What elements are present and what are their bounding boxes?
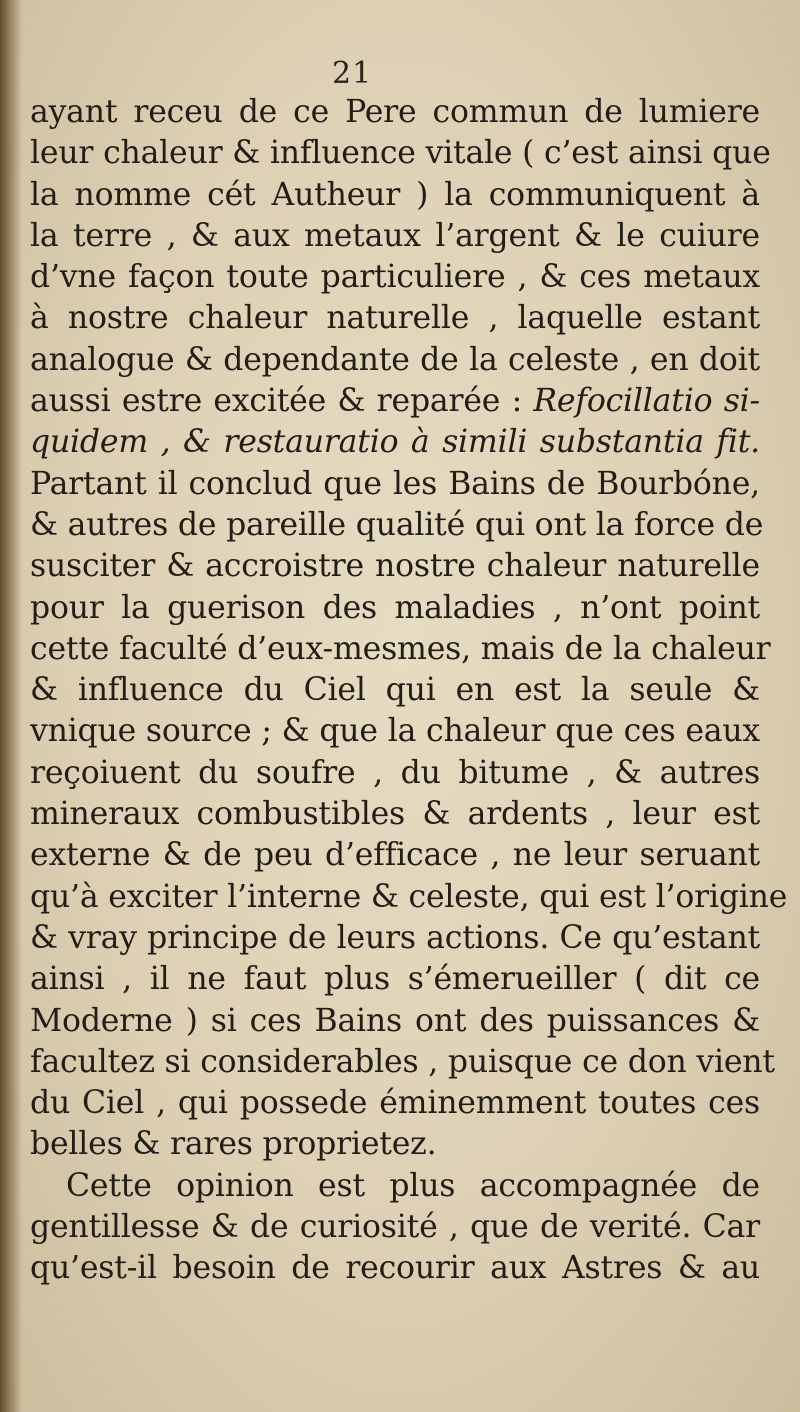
text-line: reçoiuent du soufre , du bitume , & autres [30, 754, 760, 791]
text-line: d’vne façon toute particuliere , & ces metaux [30, 259, 760, 296]
text-line: cette faculté d’eux-mesmes, mais de la chaleur [30, 630, 771, 667]
text-line: ayant receu de ce Pere commun de lumiere [30, 94, 760, 130]
text-line: Cette opinion est plus accompagnée de [66, 1167, 760, 1204]
text-line: du Ciel , qui possede éminemment toutes ces [30, 1085, 760, 1122]
text-line: aussi estre excitée & reparée : Refocillatio si- [30, 383, 760, 420]
text-line: vnique source ; & que la chaleur que ces eaux [30, 713, 760, 750]
latin-quote: Refocillatio si- [533, 383, 760, 420]
page-number: 21 [332, 56, 373, 91]
text-line: gentillesse & de curiosité , que de verité. Car [30, 1209, 760, 1246]
text-line: & vray principe de leurs actions. Ce qu’estant [30, 919, 760, 956]
text-line: la terre , & aux metaux l’argent & le cuiure [30, 217, 760, 254]
text-line: leur chaleur & influence vitale ( c’est ainsi que [30, 135, 771, 172]
text-line: externe & de peu d’efficace , ne leur seruant [30, 837, 760, 874]
text-line: qu’est-il besoin de recourir aux Astres & au [30, 1250, 760, 1287]
text-line: & influence du Ciel qui en est la seule & [30, 672, 760, 709]
text-line: mineraux combustibles & ardents , leur est [30, 796, 760, 833]
text-line: belles & rares proprietez. [30, 1126, 437, 1163]
text-line: Moderne ) si ces Bains ont des puissances & [30, 1002, 760, 1039]
text-line: ainsi , il ne faut plus s’émerueiller ( dit ce [30, 961, 760, 998]
text-line: susciter & accroistre nostre chaleur naturelle [30, 548, 760, 585]
text-line: la nomme cét Autheur ) la communiquent à [30, 176, 760, 213]
text-line: à nostre chaleur naturelle , laquelle estant [30, 300, 760, 337]
text-line-latin: quidem , & restauratio à simili substantia fit. [30, 424, 760, 461]
text-line: analogue & dependante de la celeste , en doit [30, 341, 760, 378]
text-line: qu’à exciter l’interne & celeste, qui est l’origine [30, 878, 788, 915]
text-line: facultez si considerables , puisque ce don vient [30, 1043, 775, 1080]
body-text [30, 92, 788, 1290]
text-line: & autres de pareille qualité qui ont la force de [30, 506, 764, 543]
text-line: Partant il conclud que les Bains de Bourbóne, [30, 465, 760, 502]
text-line: pour la guerison des maladies , n’ont point [30, 589, 760, 626]
